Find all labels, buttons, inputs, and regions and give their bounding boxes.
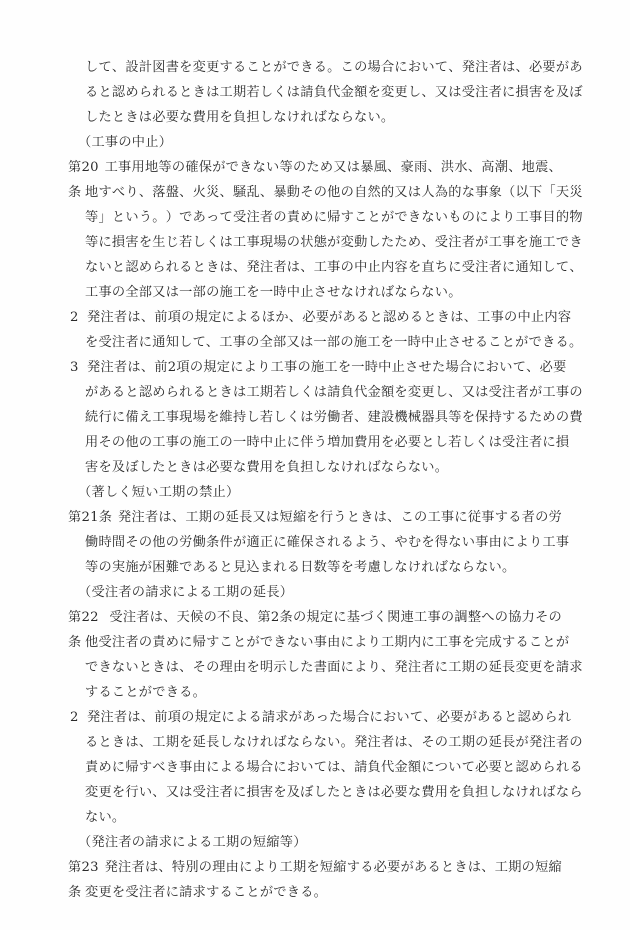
article-line: 第21条 発 注 者 は 、 工 期 の 延 長 又 は 短 縮 を 行 う と き は 、 こ の 工 事 に 従 事 す る 者 の 労 bbox=[68, 505, 562, 530]
clause-heading: （発注者の請求による工期の短縮等） bbox=[78, 835, 307, 850]
paragraph-line: ない。 bbox=[85, 810, 126, 825]
article-line: 変更を受注者に請求することができる。 bbox=[85, 885, 328, 900]
paragraph-line: 3 発 注 者 は 、 前 2 項 の 規 定 に よ り 工 事 の 施 工 を 一 時 中 止 さ せ た 場 合 に お い て 、 必 要 bbox=[68, 355, 562, 380]
text-line: したときは必要な費用を負担しなければならない。 bbox=[85, 110, 395, 125]
article-line: することができる。 bbox=[85, 685, 207, 700]
clause-heading: （著しく短い工期の禁止） bbox=[78, 485, 240, 500]
paragraph-line: 害を及ぼしたときは必要な費用を負担しなければならない。 bbox=[85, 460, 449, 475]
paragraph-line: 2 発 注 者 は 、 前 項 の 規 定 に よ る ほ か 、 必 要 が あ る と 認 め る と き は 、 工 事 の 中 止 内 容 bbox=[68, 305, 562, 330]
article-line: 等 に 損 害 を 生 じ 若 し く は 工 事 現 場 の 状 態 が 変 動 し た た め 、 受 注 者 が 工 事 を 施 工 で き bbox=[85, 235, 583, 250]
paragraph-line: 2 発 注 者 は 、 前 項 の 規 定 に よ る 請 求 が あ っ た 場 合 に お い て 、 必 要 が あ る と 認 め ら れ bbox=[68, 705, 562, 730]
article-line: 他 受 注 者 の 責 め に 帰 す こ と が で き な い 事 由 に よ り 工 期 内 に 工 事 を 完 成 す る こ と が bbox=[85, 635, 570, 650]
paragraph-line: を受注者に通知して、工事の全部又は一部の施工を一時中止させることができる。 bbox=[85, 335, 583, 350]
document-body bbox=[68, 55, 583, 905]
article-line: 働 時 間 そ の 他 の 労 働 条 件 が 適 正 に 確 保 さ れ る よ う 、 や む を 得 な い 事 由 に よ り 工 事 bbox=[85, 535, 570, 550]
text-line: し て 、 設 計 図 書 を 変 更 す る こ と が で き る 。 こ の 場 合 に お い て 、 発 注 者 は 、 必 要 が あ bbox=[85, 60, 583, 75]
article-number: 第23条 bbox=[68, 860, 99, 900]
article-line: で き な い と き は 、 そ の 理 由 を 明 示 し た 書 面 に よ り 、 発 注 者 に 工 期 の 延 長 変 更 を 請 求 bbox=[85, 660, 583, 675]
article-number: 第21条 bbox=[68, 510, 113, 525]
article-line: 地 す べ り 、 落 盤 、 火 災 、 騒 乱 、 暴 動 そ の 他 の 自 然 的 又 は 人 為 的 な 事 象 （ 以 下 「 天 災 bbox=[85, 185, 583, 200]
paragraph-line: 用 そ の 他 の 工 事 の 施 工 の 一 時 中 止 に 伴 う 増 加 費 用 を 必 要 と し 若 し く は 受 注 者 に 損 bbox=[85, 435, 570, 450]
article-line: な い と 認 め ら れ る と き は 、 発 注 者 は 、 工 事 の 中 止 内 容 を 直 ち に 受 注 者 に 通 知 し て 、 bbox=[85, 260, 583, 275]
article-number: 第22条 bbox=[68, 610, 99, 650]
clause-heading: （工事の中止） bbox=[78, 135, 173, 150]
article-line: 等 」 と い う 。 ） で あ っ て 受 注 者 の 責 め に 帰 す こ と が で き な い も の に よ り 工 事 目 的 物 bbox=[85, 210, 583, 225]
article-line: 工事の全部又は一部の施工を一時中止させなければならない。 bbox=[85, 285, 462, 300]
paragraph-line: 続 行 に 備 え 工 事 現 場 を 維 持 し 若 し く は 労 働 者 、 建 設 機 械 器 具 等 を 保 持 す る た め の 費 bbox=[85, 410, 583, 425]
article-line: 第22条 受 注 者 は 、 天 候 の 不 良 、 第 2 条 の 規 定 に 基 づ く 関 連 工 事 の 調 整 へ の 協 力 そ の bbox=[68, 605, 562, 630]
article-number: 第20条 bbox=[68, 160, 99, 200]
article-line: 第23条 発 注 者 は 、 特 別 の 理 由 に よ り 工 期 を 短 縮 す る 必 要 が あ る と き は 、 工 期 の 短 縮 bbox=[68, 855, 562, 880]
paragraph-line: る と き は 、 工 期 を 延 長 し な け れ ば な ら な い 。 発 注 者 は 、 そ の 工 期 の 延 長 が 発 注 者 の bbox=[85, 735, 583, 750]
paragraph-number: 3 bbox=[70, 360, 79, 375]
article-line: 第20条 工 事 用 地 等 の 確 保 が で き な い 等 の た め 又 は 暴 風 、 豪 雨 、 洪 水 、 高 潮 、 地 震 、 bbox=[68, 155, 562, 180]
paragraph-line: が あ る と 認 め ら れ る と き は 工 期 若 し く は 請 負 代 金 額 を 変 更 し 、 又 は 受 注 者 が 工 事 の bbox=[85, 385, 583, 400]
paragraph-line: 変 更 を 行 い 、 又 は 受 注 者 に 損 害 を 及 ぼ し た と き は 必 要 な 費 用 を 負 担 し な け れ ば な ら bbox=[85, 785, 583, 800]
article-line: 等の実施が困難であると見込まれる日数等を考慮しなければならない。 bbox=[85, 560, 516, 575]
paragraph-number: 2 bbox=[70, 710, 79, 725]
paragraph-number: 2 bbox=[70, 310, 79, 325]
text-line: る と 認 め ら れ る と き は 工 期 若 し く は 請 負 代 金 額 を 変 更 し 、 又 は 受 注 者 に 損 害 を 及 ぼ bbox=[85, 85, 583, 100]
paragraph-line: 責 め に 帰 す べ き 事 由 に よ る 場 合 に お い て は 、 請 負 代 金 額 に つ い て 必 要 と 認 め ら れ る bbox=[85, 760, 583, 775]
clause-heading: （受注者の請求による工期の延長） bbox=[78, 585, 294, 600]
